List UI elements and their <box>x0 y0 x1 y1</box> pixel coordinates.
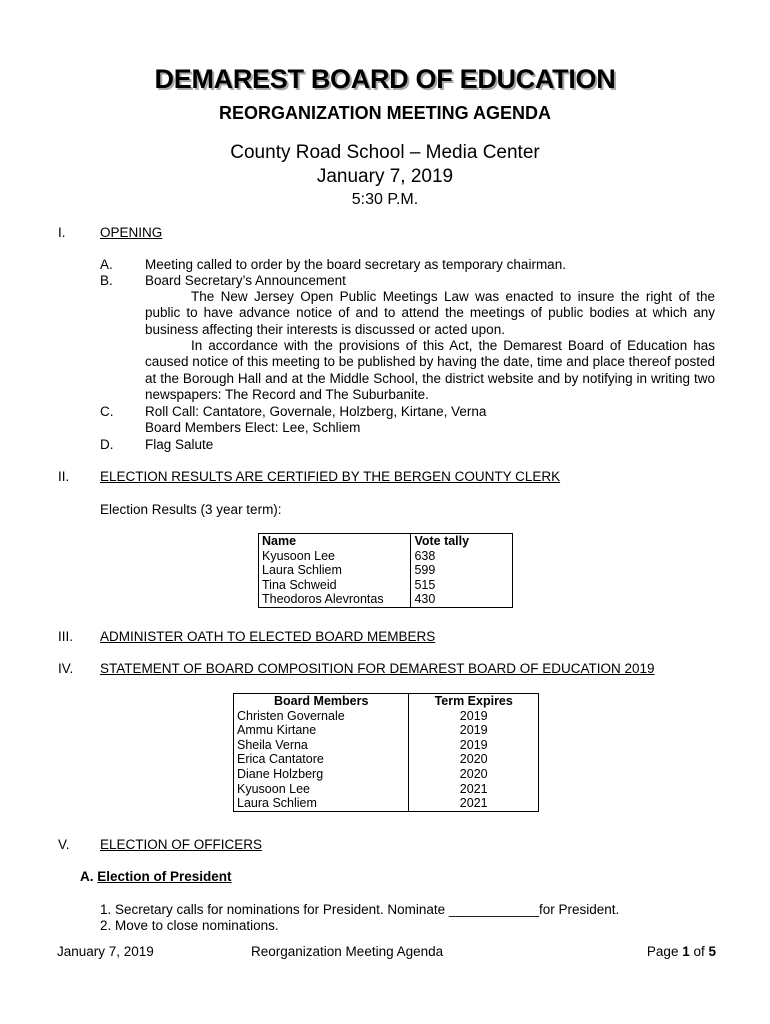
table-header-row <box>259 534 513 549</box>
table-header-row <box>234 694 539 709</box>
step-nominations: 1. Secretary calls for nominations for President. Nominate ____________for President. <box>100 902 620 917</box>
footer-title: Reorganization Meeting Agenda <box>251 944 444 959</box>
item-roll-call: Roll Call: Cantatore, Governale, Holzberg, Kirtane, Verna <box>145 404 487 419</box>
candidate-name: Tina Schweid <box>259 578 411 593</box>
election-results-table <box>258 533 513 608</box>
board-member-name: Diane Holzberg <box>234 767 409 782</box>
board-member-name: Sheila Verna <box>234 738 409 753</box>
document-subtitle: REORGANIZATION MEETING AGENDA <box>219 103 551 123</box>
footer-page-number <box>647 944 716 959</box>
section-number: IV. <box>58 661 74 676</box>
subsection-election-of-president <box>80 869 232 884</box>
vote-tally: 599 <box>411 563 513 578</box>
item-members-elect: Board Members Elect: Lee, Schliem <box>145 420 361 435</box>
board-member-name: Kyusoon Lee <box>234 782 409 797</box>
term-expires: 2020 <box>409 767 539 782</box>
board-member-name: Erica Cantatore <box>234 752 409 767</box>
section-number: III. <box>58 629 74 644</box>
term-expires: 2021 <box>409 796 539 811</box>
meeting-location: County Road School – Media Center <box>230 142 540 163</box>
page-of: of <box>689 944 709 959</box>
column-header-board-members: Board Members <box>234 694 409 709</box>
item-letter: B. <box>100 273 113 288</box>
page-prefix: Page <box>646 944 683 959</box>
footer-date: January 7, 2019 <box>57 944 154 959</box>
announcement-paragraph-1: The New Jersey Open Public Meetings Law was enacted to insure the right of the public to have advance notice of and to attend the meetings of public bodies at which any business affecting their interests is discussed or acted upon. <box>145 289 715 337</box>
term-expires: 2019 <box>409 723 539 738</box>
item-call-to-order: Meeting called to order by the board secretary as temporary chairman. <box>145 257 566 272</box>
board-composition-table <box>233 693 539 812</box>
table-row <box>234 723 539 738</box>
column-header-name: Name <box>259 534 411 549</box>
table-row <box>234 767 539 782</box>
step-close-nominations: 2. Move to close nominations. <box>100 918 279 933</box>
page-total: 5 <box>708 944 716 959</box>
item-flag-salute: Flag Salute <box>145 437 214 452</box>
table-row <box>234 752 539 767</box>
section-title-oath: ADMINISTER OATH TO ELECTED BOARD MEMBERS <box>100 629 436 644</box>
meeting-date: January 7, 2019 <box>316 166 454 187</box>
table-row <box>259 592 513 607</box>
term-expires: 2019 <box>409 738 539 753</box>
table-row <box>234 796 539 811</box>
item-letter: C. <box>100 404 114 419</box>
section-title-election-of-officers: ELECTION OF OFFICERS <box>100 837 263 852</box>
document-title: DEMAREST BOARD OF EDUCATION <box>154 64 616 94</box>
subsection-label: A. <box>80 869 94 884</box>
section-title-election-results: ELECTION RESULTS ARE CERTIFIED BY THE BERGEN COUNTY CLERK <box>100 469 561 484</box>
item-letter: A. <box>100 257 113 272</box>
item-secretary-announcement: Board Secretary’s Announcement <box>145 273 346 288</box>
vote-tally: 430 <box>411 592 513 607</box>
table-row <box>259 578 513 593</box>
column-header-term-expires: Term Expires <box>409 694 539 709</box>
section-number: II. <box>58 469 70 484</box>
table-row <box>259 563 513 578</box>
table-row <box>234 782 539 797</box>
meeting-time: 5:30 P.M. <box>351 191 419 208</box>
candidate-name: Theodoros Alevrontas <box>259 592 411 607</box>
vote-tally: 515 <box>411 578 513 593</box>
item-letter: D. <box>100 437 114 452</box>
candidate-name: Kyusoon Lee <box>259 549 411 564</box>
section-title-board-composition: STATEMENT OF BOARD COMPOSITION FOR DEMAREST BOARD OF EDUCATION 2019 <box>100 661 655 676</box>
board-member-name: Christen Governale <box>234 709 409 724</box>
announcement-paragraph-2: In accordance with the provisions of this Act, the Demarest Board of Education has caused notice of this meeting to be published by having the date, time and place thereof posted at the Borough Hall and at the Middle School, the district website and by notifying in writing two newspapers: The Record and The Suburbanite. <box>145 338 715 403</box>
table-row <box>234 709 539 724</box>
section-title-opening: OPENING <box>100 225 163 240</box>
section-number: V. <box>58 837 70 852</box>
subsection-title: Election of President <box>97 869 232 884</box>
election-results-intro: Election Results (3 year term): <box>100 502 282 517</box>
candidate-name: Laura Schliem <box>259 563 411 578</box>
page-current: 1 <box>682 944 690 959</box>
table-row <box>234 738 539 753</box>
board-member-name: Laura Schliem <box>234 796 409 811</box>
board-member-name: Ammu Kirtane <box>234 723 409 738</box>
table-row <box>259 549 513 564</box>
column-header-vote-tally: Vote tally <box>411 534 513 549</box>
term-expires: 2020 <box>409 752 539 767</box>
term-expires: 2019 <box>409 709 539 724</box>
section-number: I. <box>58 225 66 240</box>
vote-tally: 638 <box>411 549 513 564</box>
term-expires: 2021 <box>409 782 539 797</box>
